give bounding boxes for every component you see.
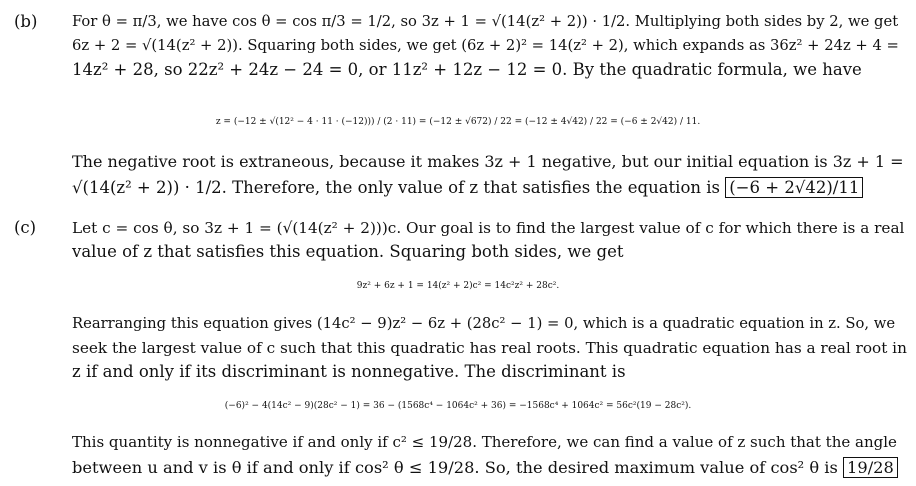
part-b-line-3: 14z² + 28, so 22z² + 24z − 24 = 0, or 11z² + 12z − 12 = 0. By the quadratic formula, we have — [72, 60, 862, 79]
part-b-answer-box: (−6 + 2√42)/11 — [725, 177, 863, 198]
part-b-line-5 — [72, 178, 863, 198]
part-c-line-6: This quantity is nonnegative if and only if c² ≤ 19/28. Therefore, we can find a value of z such that the angle — [72, 433, 897, 451]
part-c-line-3: Rearranging this equation gives (14c² − 9)z² − 6z + (28c² − 1) = 0, which is a quadratic equation in z. So, we — [72, 315, 896, 332]
part-c-squared-equation: 9z² + 6z + 1 = 14(z² + 2)c² = 14c²z² + 28c². — [356, 281, 560, 291]
part-c-line-5: z if and only if its discriminant is nonnegative. The discriminant is — [72, 362, 626, 381]
part-b-quadratic-formula-equation: z = (−12 ± √(12² − 4 · 11 · (−12))) / (2 · 11) = (−12 ± √672) / 22 = (−12 ± 4√42) / 22 = (−6 ± 2√42) / 11. — [215, 117, 701, 127]
part-c-line-7-text: between u and v is θ if and only if cos² θ ≤ 19/28. So, the desired maximum value of cos² θ is — [72, 458, 844, 477]
part-b-line-2: 6z + 2 = √(14(z² + 2)). Squaring both sides, we get (6z + 2)² = 14(z² + 2), which expands as 36z² + 24z + 4 = — [72, 37, 899, 54]
part-c-label: (c) — [14, 218, 37, 237]
part-c-line-7 — [72, 458, 898, 478]
part-c-answer-box: 19/28 — [843, 457, 898, 478]
part-c-discriminant-equation: (−6)² − 4(14c² − 9)(28c² − 1) = 36 − (1568c⁴ − 1064c² + 36) = −1568c⁴ + 1064c² = 56c²(19 − 28c²). — [224, 401, 692, 411]
part-b-line-4: The negative root is extraneous, because it makes 3z + 1 negative, but our initial equation is 3z + 1 = — [72, 152, 904, 171]
part-b-label: (b) — [14, 12, 38, 31]
part-c-line-2: value of z that satisfies this equation. Squaring both sides, we get — [72, 242, 624, 261]
part-c-line-1: Let c = cos θ, so 3z + 1 = (√(14(z² + 2)))c. Our goal is to find the largest value of c for which there is a real — [72, 219, 905, 237]
part-b-line-1: For θ = π/3, we have cos θ = cos π/3 = 1/2, so 3z + 1 = √(14(z² + 2)) · 1/2. Multiplying both sides by 2, we get — [72, 13, 899, 30]
part-c-line-4: seek the largest value of c such that this quadratic has real roots. This quadratic equation has a real root in — [72, 339, 907, 357]
part-b-line-5-text: √(14(z² + 2)) · 1/2. Therefore, the only value of z that satisfies the equation is — [72, 178, 726, 197]
